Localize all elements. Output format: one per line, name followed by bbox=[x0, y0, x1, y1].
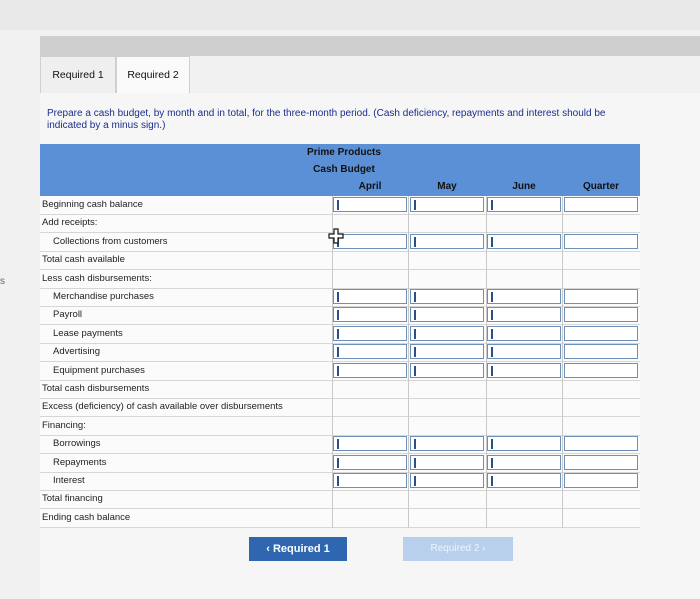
prev-button-label: Required 1 bbox=[272, 543, 330, 555]
input-cell-may[interactable] bbox=[410, 289, 484, 304]
tab-required-2[interactable]: Required 2 bbox=[116, 56, 190, 93]
input-cell-may[interactable] bbox=[410, 326, 484, 341]
input-cell-april[interactable] bbox=[333, 197, 407, 212]
input-cell-april[interactable] bbox=[333, 344, 407, 359]
cell-marker bbox=[337, 200, 339, 210]
input-cell-april[interactable] bbox=[333, 363, 407, 378]
next-button-label: Required 2 bbox=[430, 543, 480, 554]
column-separator bbox=[332, 196, 333, 528]
table-row bbox=[40, 343, 640, 362]
cell-marker bbox=[414, 292, 416, 302]
input-cell-april[interactable] bbox=[333, 473, 407, 488]
input-cell-may[interactable] bbox=[410, 473, 484, 488]
cell-marker bbox=[491, 310, 493, 320]
input-cell-quarter[interactable] bbox=[564, 436, 638, 451]
input-cell-may[interactable] bbox=[410, 344, 484, 359]
next-required-button[interactable] bbox=[403, 537, 513, 561]
cell-marker bbox=[337, 329, 339, 339]
cell-marker bbox=[491, 329, 493, 339]
cell-marker bbox=[491, 200, 493, 210]
input-cell-april[interactable] bbox=[333, 234, 407, 249]
table-row bbox=[40, 490, 640, 509]
input-cell-may[interactable] bbox=[410, 363, 484, 378]
cash-budget-table bbox=[40, 144, 640, 528]
move-cursor-icon bbox=[328, 228, 344, 244]
table-row bbox=[40, 251, 640, 270]
table-row bbox=[40, 362, 640, 381]
table-row bbox=[40, 196, 640, 215]
row-label: Ending cash balance bbox=[42, 511, 131, 523]
cell-marker bbox=[414, 200, 416, 210]
cell-marker bbox=[337, 310, 339, 320]
input-cell-june[interactable] bbox=[487, 289, 561, 304]
cell-marker bbox=[414, 439, 416, 449]
cell-marker bbox=[491, 458, 493, 468]
row-label: Advertising bbox=[53, 346, 100, 358]
row-label: Merchandise purchases bbox=[53, 291, 154, 302]
company-name: Prime Products bbox=[307, 147, 381, 158]
input-cell-quarter[interactable] bbox=[564, 197, 638, 212]
cell-marker bbox=[491, 439, 493, 449]
input-cell-april[interactable] bbox=[333, 436, 407, 451]
chevron-right-icon: › bbox=[479, 543, 486, 554]
table-row bbox=[40, 435, 640, 454]
input-cell-may[interactable] bbox=[410, 436, 484, 451]
table-title: Cash Budget bbox=[313, 164, 375, 175]
chevron-left-icon: ‹ bbox=[266, 543, 273, 555]
row-label: Total cash available bbox=[42, 254, 125, 266]
input-cell-quarter[interactable] bbox=[564, 234, 638, 249]
cell-marker bbox=[414, 476, 416, 486]
row-label: Financing: bbox=[42, 419, 86, 431]
input-cell-june[interactable] bbox=[487, 436, 561, 451]
table-body bbox=[40, 196, 640, 528]
column-separator bbox=[562, 196, 563, 528]
col-april: April bbox=[358, 181, 382, 192]
side-mark: s bbox=[0, 276, 5, 287]
input-cell-june[interactable] bbox=[487, 197, 561, 212]
row-label: Equipment purchases bbox=[53, 364, 145, 376]
col-may: May bbox=[437, 181, 457, 192]
table-row bbox=[40, 472, 640, 491]
input-cell-may[interactable] bbox=[410, 307, 484, 322]
input-cell-april[interactable] bbox=[333, 289, 407, 304]
table-row bbox=[40, 509, 640, 528]
input-cell-quarter[interactable] bbox=[564, 455, 638, 470]
input-cell-june[interactable] bbox=[487, 455, 561, 470]
input-cell-april[interactable] bbox=[333, 455, 407, 470]
row-label: Beginning cash balance bbox=[42, 199, 143, 210]
input-cell-april[interactable] bbox=[333, 307, 407, 322]
input-cell-may[interactable] bbox=[410, 197, 484, 212]
tab-required-1[interactable]: Required 1 bbox=[40, 56, 116, 93]
cell-marker bbox=[414, 366, 416, 376]
cell-marker bbox=[337, 476, 339, 486]
col-quarter: Quarter bbox=[582, 181, 620, 192]
input-cell-may[interactable] bbox=[410, 455, 484, 470]
table-row bbox=[40, 398, 640, 417]
cell-marker bbox=[337, 439, 339, 449]
top-band bbox=[0, 0, 700, 30]
table-header bbox=[40, 144, 640, 196]
instructions-line-2: indicated by a minus sign.) bbox=[47, 120, 166, 131]
input-cell-june[interactable] bbox=[487, 307, 561, 322]
input-cell-quarter[interactable] bbox=[564, 344, 638, 359]
input-cell-quarter[interactable] bbox=[564, 473, 638, 488]
cell-marker bbox=[491, 366, 493, 376]
input-cell-quarter[interactable] bbox=[564, 307, 638, 322]
cell-marker bbox=[491, 476, 493, 486]
table-row bbox=[40, 417, 640, 436]
cell-marker bbox=[337, 458, 339, 468]
cell-marker bbox=[491, 292, 493, 302]
input-cell-quarter[interactable] bbox=[564, 363, 638, 378]
input-cell-quarter[interactable] bbox=[564, 326, 638, 341]
input-cell-april[interactable] bbox=[333, 326, 407, 341]
cell-marker bbox=[414, 458, 416, 468]
cell-marker bbox=[337, 366, 339, 376]
table-row bbox=[40, 325, 640, 344]
header-bar bbox=[40, 36, 700, 56]
row-label: Repayments bbox=[53, 456, 107, 468]
row-label: Add receipts: bbox=[42, 217, 98, 229]
row-label: Collections from customers bbox=[53, 235, 168, 247]
table-row bbox=[40, 454, 640, 473]
input-cell-june[interactable] bbox=[487, 473, 561, 488]
cell-marker bbox=[414, 347, 416, 357]
input-cell-june[interactable] bbox=[487, 363, 561, 378]
cell-marker bbox=[337, 347, 339, 357]
table-row bbox=[40, 380, 640, 399]
input-cell-may[interactable] bbox=[410, 234, 484, 249]
row-label: Total cash disbursements bbox=[42, 383, 150, 394]
column-separator bbox=[486, 196, 487, 528]
table-row bbox=[40, 288, 640, 307]
cell-marker bbox=[414, 237, 416, 247]
col-june: June bbox=[512, 181, 536, 192]
cell-marker bbox=[491, 237, 493, 247]
instructions-line-1: Prepare a cash budget, by month and in total, for the three-month period. (Cash deficiency, repayments and interest should be bbox=[47, 108, 606, 119]
row-label: Lease payments bbox=[53, 327, 123, 339]
cell-marker bbox=[337, 292, 339, 302]
row-label: Less cash disbursements: bbox=[42, 272, 152, 284]
input-cell-june[interactable] bbox=[487, 344, 561, 359]
row-label: Total financing bbox=[42, 493, 103, 505]
cell-marker bbox=[491, 347, 493, 357]
input-cell-quarter[interactable] bbox=[564, 289, 638, 304]
input-cell-june[interactable] bbox=[487, 234, 561, 249]
row-label: Payroll bbox=[53, 309, 83, 321]
row-label: Borrowings bbox=[53, 438, 101, 450]
row-label: Interest bbox=[53, 475, 85, 486]
table-row bbox=[40, 270, 640, 289]
cell-marker bbox=[414, 310, 416, 320]
row-label: Excess (deficiency) of cash available over disbursements bbox=[42, 401, 283, 413]
input-cell-june[interactable] bbox=[487, 326, 561, 341]
column-separator bbox=[408, 196, 409, 528]
prev-required-button[interactable] bbox=[249, 537, 347, 561]
cell-marker bbox=[414, 329, 416, 339]
table-row bbox=[40, 306, 640, 325]
